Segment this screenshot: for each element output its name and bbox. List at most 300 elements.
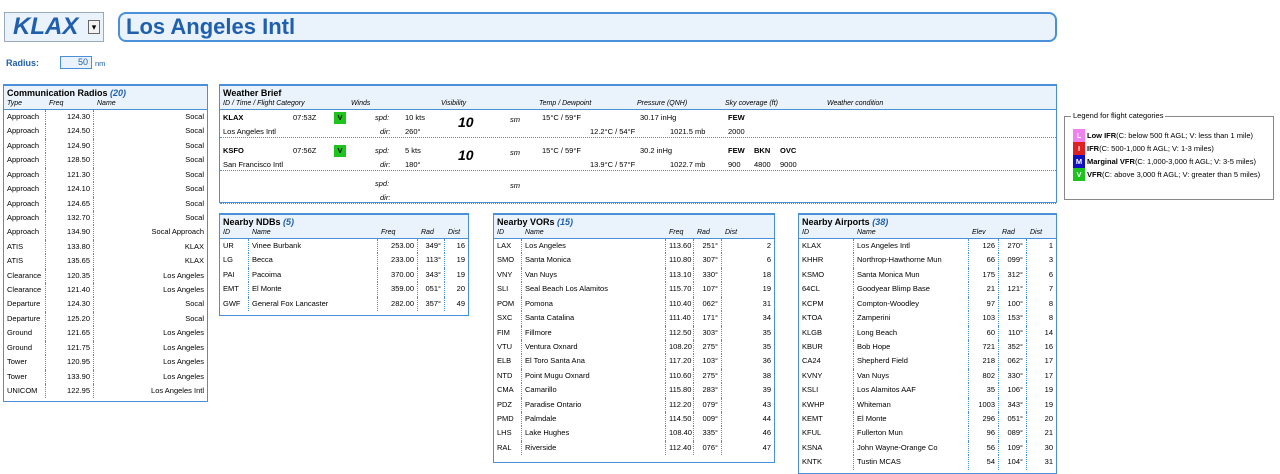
table-row[interactable] bbox=[494, 268, 774, 282]
table-cell: 115.70 bbox=[666, 282, 694, 296]
table-cell: SMO bbox=[494, 253, 522, 267]
table-row[interactable] bbox=[4, 124, 207, 138]
table-row[interactable] bbox=[799, 412, 1056, 426]
station-selector[interactable] bbox=[4, 12, 104, 42]
table-cell: Los Alamitos AAF bbox=[854, 383, 969, 397]
table-row[interactable] bbox=[4, 355, 207, 369]
spd-label: spd: bbox=[375, 179, 390, 188]
table-cell: LHS bbox=[494, 426, 522, 440]
table-cell: El Toro Santa Ana bbox=[522, 354, 666, 368]
table-cell: Camarillo bbox=[522, 383, 666, 397]
table-cell: 120.35 bbox=[46, 269, 94, 283]
table-row[interactable] bbox=[4, 110, 207, 124]
table-cell: ELB bbox=[494, 354, 522, 368]
table-cell: Fullerton Mun bbox=[854, 426, 969, 440]
station-id: KLAX bbox=[223, 113, 244, 122]
table-cell: 721 bbox=[969, 340, 999, 354]
wind-dir: 260° bbox=[405, 127, 421, 136]
table-cell: Socal bbox=[185, 112, 204, 121]
table-cell: Ground bbox=[4, 326, 46, 340]
sm-label: sm bbox=[510, 148, 520, 157]
dir-label: dir: bbox=[380, 160, 391, 169]
table-row[interactable] bbox=[799, 239, 1056, 253]
table-cell: Palmdale bbox=[522, 412, 666, 426]
vor-title: Nearby VORs (15) bbox=[494, 215, 774, 228]
airports-panel bbox=[798, 213, 1057, 474]
table-row[interactable] bbox=[4, 240, 207, 254]
table-cell: 19 bbox=[456, 255, 465, 265]
table-cell: 66 bbox=[969, 253, 999, 267]
table-cell: 275° bbox=[694, 340, 722, 354]
table-cell: KSMO bbox=[799, 268, 854, 282]
airports-title: Nearby Airports (38) bbox=[799, 215, 1056, 228]
table-row[interactable] bbox=[4, 211, 207, 225]
table-cell: 171° bbox=[694, 311, 722, 325]
table-cell: 20 bbox=[456, 284, 465, 294]
table-cell: UNICOM bbox=[4, 384, 46, 398]
table-cell: Ground bbox=[4, 341, 46, 355]
table-row[interactable] bbox=[799, 354, 1056, 368]
table-cell: 121.65 bbox=[46, 326, 94, 340]
table-row[interactable] bbox=[799, 441, 1056, 455]
table-row[interactable] bbox=[494, 253, 774, 267]
legend-item bbox=[1073, 142, 1273, 155]
table-cell: 124.65 bbox=[46, 197, 94, 211]
table-cell: 121.30 bbox=[46, 168, 94, 182]
table-cell: 270° bbox=[999, 239, 1027, 253]
legend-desc: (C: above 3,000 ft AGL; V: greater than 5 miles) bbox=[1102, 170, 1261, 179]
table-cell: 132.70 bbox=[46, 211, 94, 225]
table-cell: Point Mugu Oxnard bbox=[522, 369, 666, 383]
table-cell: CMA bbox=[494, 383, 522, 397]
table-cell: 051° bbox=[999, 412, 1027, 426]
table-cell: FIM bbox=[494, 326, 522, 340]
legend-item bbox=[1073, 129, 1273, 142]
table-cell: 108.20 bbox=[666, 340, 694, 354]
table-cell: El Monte bbox=[249, 282, 378, 296]
table-cell: 14 bbox=[1044, 327, 1053, 337]
table-row[interactable] bbox=[4, 168, 207, 182]
station-code: KLAX bbox=[13, 13, 79, 40]
table-cell: 8 bbox=[1048, 313, 1053, 323]
row-divider bbox=[220, 203, 1056, 204]
table-cell: 359.00 bbox=[378, 282, 418, 296]
table-cell: Pomona bbox=[522, 297, 666, 311]
table-cell: 47 bbox=[762, 442, 771, 452]
temperature: 15°C / 59°F bbox=[542, 146, 581, 155]
table-row[interactable] bbox=[4, 153, 207, 167]
table-row[interactable] bbox=[494, 340, 774, 354]
table-cell: Socal bbox=[185, 299, 204, 309]
table-cell: Socal bbox=[185, 140, 204, 150]
station-full-name: San Francisco Intl bbox=[223, 160, 284, 169]
table-cell: 275° bbox=[694, 369, 722, 383]
table-row[interactable] bbox=[494, 354, 774, 368]
table-cell: 124.10 bbox=[46, 182, 94, 196]
table-row[interactable] bbox=[799, 398, 1056, 412]
table-cell: Approach bbox=[4, 139, 46, 153]
table-cell: 089° bbox=[999, 426, 1027, 440]
table-cell: 125.20 bbox=[46, 312, 94, 326]
table-cell: Los Angeles bbox=[163, 342, 204, 352]
table-row[interactable] bbox=[4, 182, 207, 196]
table-cell: 103 bbox=[969, 311, 999, 325]
pressure-inhg: 30.17 inHg bbox=[640, 113, 677, 122]
table-row[interactable] bbox=[4, 370, 207, 384]
table-cell: 124.30 bbox=[46, 297, 94, 311]
table-cell: 133.80 bbox=[46, 240, 94, 254]
table-cell: Approach bbox=[4, 168, 46, 182]
table-cell: 121.40 bbox=[46, 283, 94, 297]
table-cell: 251° bbox=[694, 239, 722, 253]
table-cell: El Monte bbox=[854, 412, 969, 426]
table-cell: LG bbox=[220, 253, 249, 267]
table-cell: 114.50 bbox=[666, 412, 694, 426]
table-cell: Los Angeles bbox=[163, 285, 204, 295]
table-cell: 121.75 bbox=[46, 341, 94, 355]
table-cell: Approach bbox=[4, 153, 46, 167]
sky-type: BKN bbox=[754, 146, 771, 155]
table-cell: 335° bbox=[694, 426, 722, 440]
table-row[interactable] bbox=[494, 398, 774, 412]
table-cell: 20 bbox=[1044, 414, 1053, 424]
table-cell: 110.60 bbox=[666, 369, 694, 383]
table-cell: 39 bbox=[762, 385, 771, 395]
table-cell: PDZ bbox=[494, 398, 522, 412]
weather-title: Weather Brief bbox=[220, 86, 1056, 99]
table-cell: NTD bbox=[494, 369, 522, 383]
table-cell: 35 bbox=[969, 383, 999, 397]
table-cell: 38 bbox=[762, 370, 771, 380]
table-cell: 19 bbox=[456, 269, 465, 279]
table-cell: 135.65 bbox=[46, 254, 94, 268]
legend-title: Legend for flight categories bbox=[1073, 111, 1164, 120]
table-cell: 8 bbox=[1048, 298, 1053, 308]
table-cell: KSLI bbox=[799, 383, 854, 397]
vor-panel bbox=[493, 213, 775, 463]
table-cell: Approach bbox=[4, 197, 46, 211]
table-cell: 44 bbox=[762, 414, 771, 424]
table-row[interactable] bbox=[4, 341, 207, 355]
sky-alt: 900 bbox=[728, 160, 741, 169]
dewpoint: 13.9°C / 57°F bbox=[590, 160, 636, 169]
legend-item bbox=[1073, 155, 1273, 168]
table-row[interactable] bbox=[799, 426, 1056, 440]
table-row[interactable] bbox=[494, 441, 774, 455]
table-cell: Zamperini bbox=[854, 311, 969, 325]
table-cell: Socal bbox=[185, 198, 204, 208]
table-cell: 296 bbox=[969, 412, 999, 426]
table-cell: 19 bbox=[1044, 385, 1053, 395]
table-cell: 97 bbox=[969, 297, 999, 311]
sky-alt: 2000 bbox=[728, 127, 745, 136]
table-cell: Los Angeles bbox=[163, 371, 204, 381]
table-cell: 133.90 bbox=[46, 370, 94, 384]
table-cell: 30 bbox=[1044, 442, 1053, 452]
table-row[interactable] bbox=[799, 369, 1056, 383]
table-cell: Departure bbox=[4, 312, 46, 326]
table-cell: 100° bbox=[999, 297, 1027, 311]
table-cell: LAX bbox=[494, 239, 522, 253]
row-divider bbox=[220, 137, 1056, 138]
table-cell: KLAX bbox=[799, 239, 854, 253]
table-cell: 111.40 bbox=[666, 311, 694, 325]
table-row[interactable] bbox=[4, 326, 207, 340]
table-cell: Los Angeles bbox=[163, 357, 204, 367]
table-cell: 21 bbox=[1044, 428, 1053, 438]
comm-radios-panel bbox=[3, 84, 208, 402]
table-cell: Socal bbox=[185, 184, 204, 194]
sky-type: FEW bbox=[728, 146, 745, 155]
table-row[interactable] bbox=[220, 297, 468, 311]
table-row[interactable] bbox=[799, 297, 1056, 311]
table-cell: 128.50 bbox=[46, 153, 94, 167]
table-cell: 112.50 bbox=[666, 326, 694, 340]
table-cell: KFUL bbox=[799, 426, 854, 440]
table-cell: Los Angeles Intl bbox=[854, 239, 969, 253]
table-cell: 110° bbox=[999, 326, 1027, 340]
legend-desc: (C: below 500 ft AGL; V: less than 1 mile) bbox=[1116, 131, 1254, 140]
table-cell: 21 bbox=[969, 282, 999, 296]
table-cell: Approach bbox=[4, 225, 46, 239]
table-row[interactable] bbox=[4, 269, 207, 283]
table-cell: 17 bbox=[1044, 370, 1053, 380]
table-cell: 31 bbox=[762, 298, 771, 308]
table-cell: 121° bbox=[999, 282, 1027, 296]
table-cell: 3 bbox=[1048, 255, 1053, 265]
table-cell: KLAX bbox=[184, 241, 204, 251]
table-cell: 126 bbox=[969, 239, 999, 253]
legend-name: Marginal VFR bbox=[1087, 157, 1135, 166]
table-cell: UR bbox=[220, 239, 249, 253]
table-cell: 6 bbox=[766, 255, 771, 265]
table-row[interactable] bbox=[494, 412, 774, 426]
legend-swatch: I bbox=[1073, 142, 1085, 155]
table-cell: 115.80 bbox=[666, 383, 694, 397]
table-cell: 076° bbox=[694, 441, 722, 455]
table-cell: KLGB bbox=[799, 326, 854, 340]
table-cell: 312° bbox=[999, 268, 1027, 282]
station-id: KSFO bbox=[223, 146, 244, 155]
table-row[interactable] bbox=[494, 369, 774, 383]
station-name-field[interactable]: Los Angeles Intl bbox=[118, 12, 1057, 42]
table-cell: Van Nuys bbox=[522, 268, 666, 282]
table-cell: John Wayne-Orange Co bbox=[854, 441, 969, 455]
vor-header: ID Name Freq Rad Dist bbox=[494, 228, 774, 239]
legend-name: VFR bbox=[1087, 170, 1102, 179]
chevron-down-icon[interactable]: ▾ bbox=[88, 20, 100, 34]
dir-label: dir: bbox=[380, 127, 391, 136]
table-row[interactable] bbox=[799, 455, 1056, 469]
table-cell: Long Beach bbox=[854, 326, 969, 340]
table-cell: Ventura Oxnard bbox=[522, 340, 666, 354]
table-cell: 107° bbox=[694, 282, 722, 296]
table-row[interactable] bbox=[799, 282, 1056, 296]
table-cell: 218 bbox=[969, 354, 999, 368]
table-cell: Los Angeles Intl bbox=[151, 386, 204, 396]
table-cell: KLAX bbox=[184, 256, 204, 266]
table-cell: Seal Beach Los Alamitos bbox=[522, 282, 666, 296]
table-row[interactable] bbox=[494, 326, 774, 340]
pressure-inhg: 30.2 inHg bbox=[640, 146, 673, 155]
table-cell: POM bbox=[494, 297, 522, 311]
table-cell: 124.90 bbox=[46, 139, 94, 153]
table-cell: 099° bbox=[999, 253, 1027, 267]
table-row[interactable] bbox=[799, 311, 1056, 325]
table-row[interactable] bbox=[799, 326, 1056, 340]
table-row[interactable] bbox=[4, 312, 207, 326]
table-cell: 153° bbox=[999, 311, 1027, 325]
table-cell: 60 bbox=[969, 326, 999, 340]
table-row[interactable] bbox=[4, 254, 207, 268]
table-row[interactable] bbox=[799, 253, 1056, 267]
table-cell: 113.10 bbox=[666, 268, 694, 282]
table-cell: VTU bbox=[494, 340, 522, 354]
table-cell: Clearance bbox=[4, 269, 46, 283]
table-cell: 1 bbox=[1048, 241, 1053, 250]
table-cell: 124.30 bbox=[46, 110, 94, 124]
table-cell: EMT bbox=[220, 282, 249, 296]
table-cell: ATIS bbox=[4, 254, 46, 268]
table-cell: 106° bbox=[999, 383, 1027, 397]
wind-speed: 10 kts bbox=[405, 113, 426, 122]
radius-label: Radius: bbox=[6, 58, 40, 68]
table-cell: Northrop-Hawthorne Mun bbox=[854, 253, 969, 267]
table-cell: 051° bbox=[418, 282, 445, 296]
table-row[interactable] bbox=[799, 383, 1056, 397]
flight-category-badge: V bbox=[334, 112, 346, 124]
table-cell: Becca bbox=[249, 253, 378, 267]
table-row[interactable] bbox=[494, 282, 774, 296]
table-cell: KCPM bbox=[799, 297, 854, 311]
table-cell: 16 bbox=[456, 241, 465, 250]
table-cell: 009° bbox=[694, 412, 722, 426]
table-cell: Tower bbox=[4, 355, 46, 369]
table-cell: 343° bbox=[418, 268, 445, 282]
comm-title: Communication Radios (20) bbox=[4, 86, 207, 99]
table-cell: Vinee Burbank bbox=[249, 239, 378, 253]
table-row[interactable] bbox=[4, 139, 207, 153]
table-row[interactable] bbox=[4, 197, 207, 211]
table-row[interactable] bbox=[4, 225, 207, 239]
table-cell: 18 bbox=[762, 269, 771, 279]
weather-brief-panel bbox=[219, 84, 1057, 203]
weather-header: ID / Time / Flight Category Winds Visibility Temp / Dewpoint Pressure (QNH) Sky coverage (ft) Weather condition bbox=[220, 99, 1056, 110]
table-cell: 282.00 bbox=[378, 297, 418, 311]
table-cell: 110.80 bbox=[666, 253, 694, 267]
table-cell: 303° bbox=[694, 326, 722, 340]
table-row[interactable] bbox=[4, 283, 207, 297]
table-row[interactable] bbox=[220, 268, 468, 282]
wind-dir: 180° bbox=[405, 160, 421, 169]
table-cell: 17 bbox=[1044, 356, 1053, 366]
table-row[interactable] bbox=[494, 426, 774, 440]
table-row[interactable] bbox=[494, 311, 774, 325]
table-cell: 7 bbox=[1048, 284, 1053, 294]
table-cell: KVNY bbox=[799, 369, 854, 383]
table-cell: VNY bbox=[494, 268, 522, 282]
table-cell: 109° bbox=[999, 441, 1027, 455]
table-cell: 175 bbox=[969, 268, 999, 282]
table-row[interactable] bbox=[494, 297, 774, 311]
table-cell: Lake Hughes bbox=[522, 426, 666, 440]
table-cell: 120.95 bbox=[46, 355, 94, 369]
table-cell: Paradise Ontario bbox=[522, 398, 666, 412]
dir-label: dir: bbox=[380, 193, 391, 202]
table-row[interactable] bbox=[220, 253, 468, 267]
table-cell: 110.40 bbox=[666, 297, 694, 311]
table-cell: 2 bbox=[766, 241, 771, 250]
table-cell: Tower bbox=[4, 370, 46, 384]
table-cell: 36 bbox=[762, 356, 771, 366]
table-cell: 56 bbox=[969, 441, 999, 455]
table-cell: 349° bbox=[418, 239, 445, 253]
table-cell: Van Nuys bbox=[854, 369, 969, 383]
table-cell: 34 bbox=[762, 313, 771, 323]
table-cell: KEMT bbox=[799, 412, 854, 426]
table-cell: 19 bbox=[762, 284, 771, 294]
table-cell: Approach bbox=[4, 124, 46, 138]
table-cell: 370.00 bbox=[378, 268, 418, 282]
spd-label: spd: bbox=[375, 113, 390, 122]
table-cell: 343° bbox=[999, 398, 1027, 412]
table-cell: CA24 bbox=[799, 354, 854, 368]
table-cell: KBUR bbox=[799, 340, 854, 354]
sky-alt: 9000 bbox=[780, 160, 797, 169]
table-cell: 330° bbox=[694, 268, 722, 282]
table-cell: Bob Hope bbox=[854, 340, 969, 354]
table-row[interactable] bbox=[494, 239, 774, 253]
table-cell: 35 bbox=[762, 341, 771, 351]
table-cell: Goodyear Blimp Base bbox=[854, 282, 969, 296]
table-cell: Departure bbox=[4, 297, 46, 311]
table-cell: KTOA bbox=[799, 311, 854, 325]
ndb-header: ID Name Freq Rad Dist bbox=[220, 228, 468, 239]
table-cell: Fillmore bbox=[522, 326, 666, 340]
table-cell: 16 bbox=[1044, 341, 1053, 351]
obs-time: 07:56Z bbox=[293, 146, 317, 155]
table-row[interactable] bbox=[4, 297, 207, 311]
table-cell: 307° bbox=[694, 253, 722, 267]
table-cell: GWF bbox=[220, 297, 249, 311]
radius-unit: nm bbox=[95, 59, 106, 68]
obs-time: 07:53Z bbox=[293, 113, 317, 122]
table-row[interactable] bbox=[799, 268, 1056, 282]
table-cell: Los Angeles bbox=[163, 270, 204, 280]
table-cell: SLI bbox=[494, 282, 522, 296]
table-cell: KSNA bbox=[799, 441, 854, 455]
table-cell: Pacoima bbox=[249, 268, 378, 282]
flight-category-legend bbox=[1064, 111, 1274, 200]
table-cell: Socal bbox=[185, 313, 204, 323]
table-cell: 1003 bbox=[969, 398, 999, 412]
table-row[interactable] bbox=[494, 383, 774, 397]
table-cell: 802 bbox=[969, 369, 999, 383]
radius-input[interactable]: 50 bbox=[60, 56, 92, 69]
table-row[interactable] bbox=[4, 384, 207, 398]
table-cell: 104° bbox=[999, 455, 1027, 469]
table-cell: 233.00 bbox=[378, 253, 418, 267]
table-cell: Santa Monica bbox=[522, 253, 666, 267]
table-cell: Compton-Woodley bbox=[854, 297, 969, 311]
table-cell: 253.00 bbox=[378, 239, 418, 253]
table-row[interactable] bbox=[220, 239, 468, 253]
table-cell: 134.90 bbox=[46, 225, 94, 239]
table-cell: PMD bbox=[494, 412, 522, 426]
table-row[interactable] bbox=[220, 282, 468, 296]
table-row[interactable] bbox=[799, 340, 1056, 354]
table-cell: Socal bbox=[185, 169, 204, 179]
